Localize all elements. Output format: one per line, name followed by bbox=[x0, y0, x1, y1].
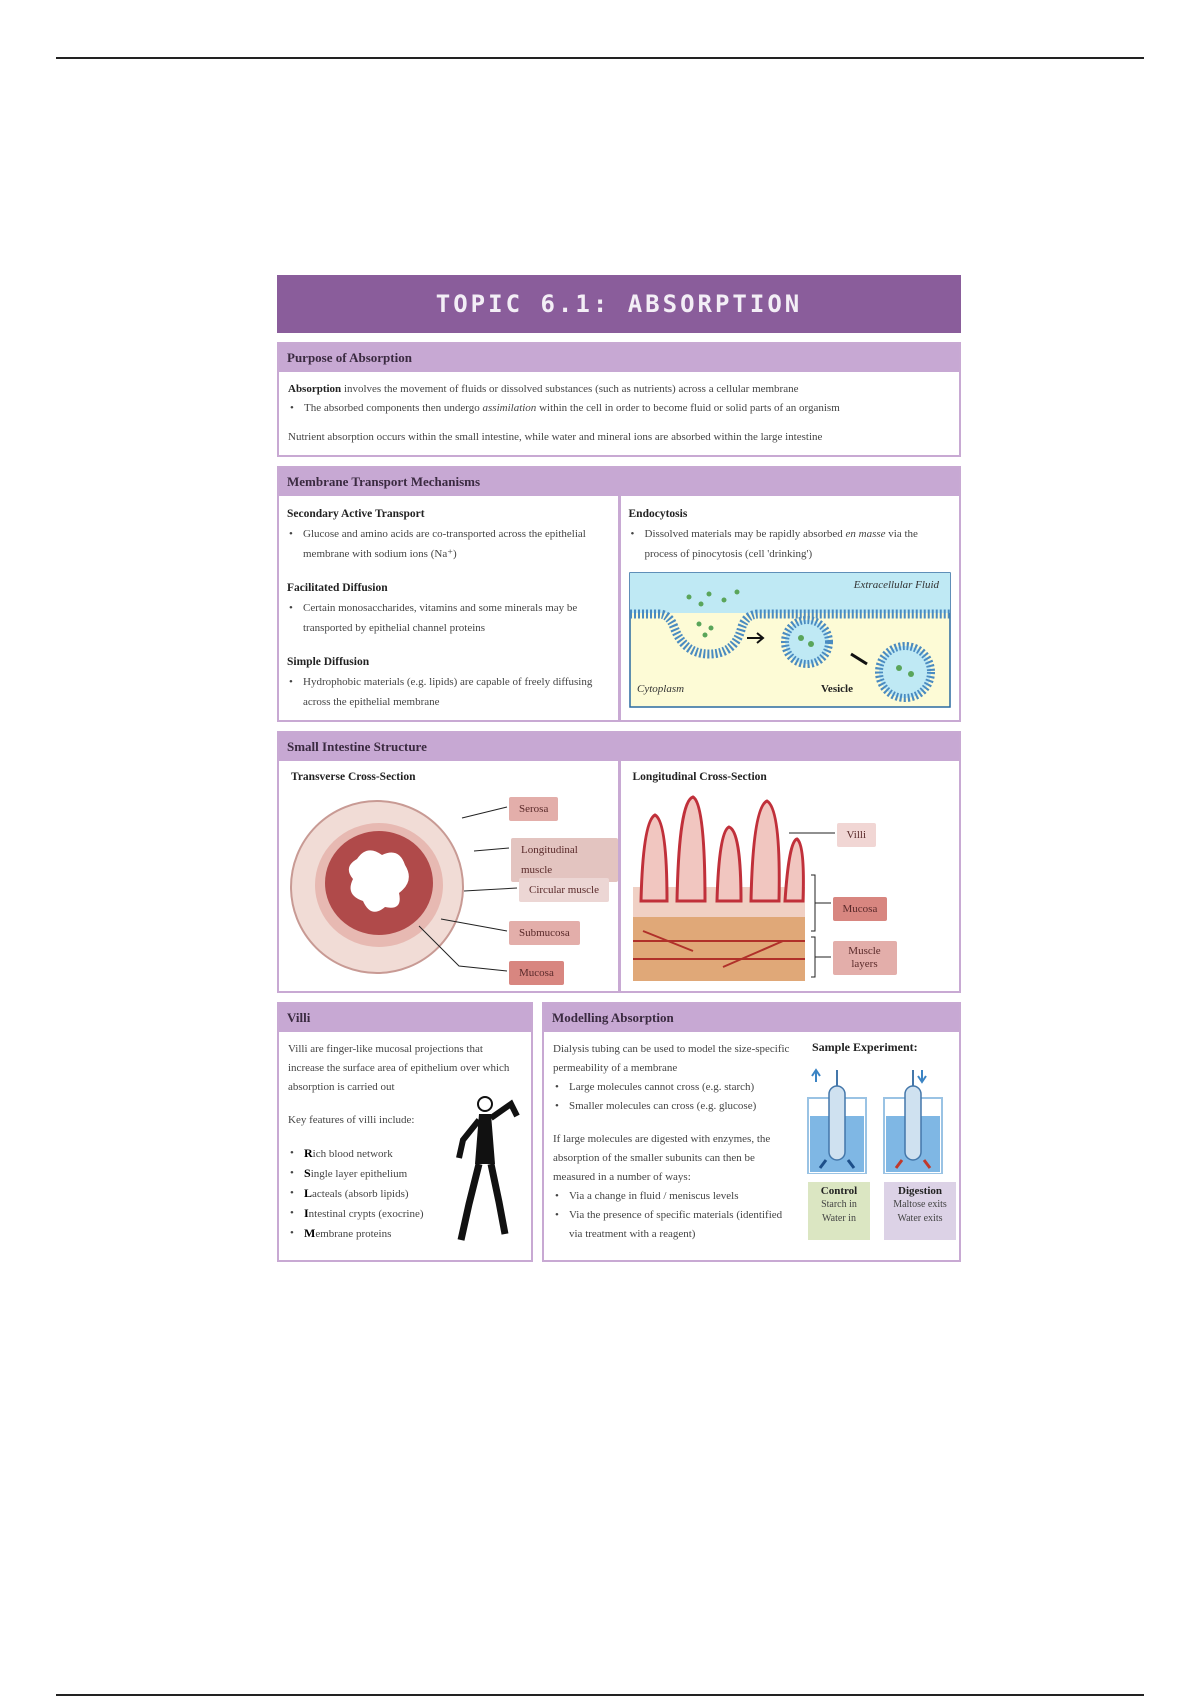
transverse-label-circular-muscle: Circular muscle bbox=[519, 878, 609, 902]
modelling-bullet: • Smaller molecules can cross (e.g. glucose) bbox=[553, 1097, 791, 1116]
vesicle-label: Vesicle bbox=[820, 683, 853, 695]
facilitated-diffusion-title: Facilitated Diffusion bbox=[287, 582, 388, 594]
purpose-heading: Purpose of Absorption bbox=[279, 344, 959, 372]
modelling-heading: Modelling Absorption bbox=[544, 1004, 959, 1032]
villi-panel bbox=[277, 1002, 533, 1262]
transverse-col bbox=[279, 761, 618, 991]
villi-heading: Villi bbox=[279, 1004, 531, 1032]
feature-letter: I bbox=[304, 1206, 309, 1220]
membrane-heading: Membrane Transport Mechanisms bbox=[279, 468, 959, 496]
modelling-body bbox=[544, 1032, 959, 1260]
top-rule bbox=[56, 57, 1144, 59]
structure-panel bbox=[277, 731, 961, 993]
modelling-text bbox=[553, 1040, 791, 1244]
absorption-term: Absorption bbox=[288, 383, 342, 395]
membrane-left-col bbox=[279, 496, 618, 720]
secondary-transport-title: Secondary Active Transport bbox=[287, 508, 425, 520]
purpose-panel bbox=[277, 342, 961, 457]
absorption-definition: involves the movement of fluids or dissolved substances (such as nutrients) across a cellular membrane bbox=[341, 383, 799, 395]
transverse-section-image bbox=[287, 789, 467, 979]
villi-description: Villi are finger-like mucosal projections that increase the surface area of epithelium over which absorption is carried out bbox=[288, 1043, 510, 1093]
transverse-label-submucosa: Submucosa bbox=[509, 921, 580, 945]
modelling-para2: If large molecules are digested with enzymes, the absorption of the smaller subunits can then be measured in a number of ways: bbox=[553, 1133, 771, 1183]
structure-heading: Small Intestine Structure bbox=[279, 733, 959, 761]
dancing-figure-icon bbox=[455, 1094, 525, 1244]
purpose-line2: Nutrient absorption occurs within the small intestine, while water and mineral ions are absorbed within the large intestine bbox=[288, 431, 823, 443]
endo-text-post: via the process of pinocytosis (cell 'drinking') bbox=[644, 528, 918, 560]
membrane-right-col bbox=[618, 496, 960, 720]
en-masse-term: en masse bbox=[845, 528, 886, 540]
arrow-up-icon bbox=[812, 1070, 820, 1082]
longitudinal-label-villi: Villi bbox=[837, 823, 877, 847]
simple-diffusion-title: Simple Diffusion bbox=[287, 656, 370, 668]
villi-body bbox=[279, 1032, 531, 1260]
secondary-transport-bullet: • Glucose and amino acids are co-transported across the epithelial membrane with sodium ions (Na⁺) bbox=[287, 524, 610, 564]
control-title: Control bbox=[820, 1185, 858, 1197]
modelling-intro: Dialysis tubing can be used to model the size-specific permeability of a membrane bbox=[553, 1043, 790, 1074]
extracellular-label: Extracellular Fluid bbox=[853, 579, 939, 591]
feature-text: ingle layer epithelium bbox=[310, 1168, 408, 1180]
feature-letter: S bbox=[304, 1166, 311, 1180]
bottom-row bbox=[277, 993, 961, 1262]
feature-letter: M bbox=[304, 1226, 316, 1240]
bottom-rule bbox=[56, 1694, 1144, 1696]
feature-text: ntestinal crypts (exocrine) bbox=[308, 1208, 424, 1220]
bullet-text-post: within the cell in order to become fluid or solid parts of an organism bbox=[536, 402, 840, 414]
transverse-label-longitudinal-muscle: Longitudinal muscle bbox=[511, 838, 618, 882]
feature-letter: L bbox=[304, 1186, 313, 1200]
digestion-title: Digestion bbox=[898, 1185, 942, 1197]
longitudinal-col bbox=[618, 761, 960, 991]
modelling-bullet: • Large molecules cannot cross (e.g. starch) bbox=[553, 1078, 791, 1097]
assimilation-term: assimilation bbox=[482, 402, 537, 414]
cytoplasm-label: Cytoplasm bbox=[636, 683, 684, 695]
transverse-title: Transverse Cross-Section bbox=[291, 771, 416, 783]
page-title: TOPIC 6.1: ABSORPTION bbox=[277, 275, 961, 333]
modelling-bullet: • Via a change in fluid / meniscus levels bbox=[553, 1187, 791, 1206]
endocytosis-title: Endocytosis bbox=[628, 508, 688, 520]
modelling-panel bbox=[542, 1002, 961, 1262]
control-box bbox=[808, 1182, 870, 1240]
dialysis-experiment-diagram bbox=[800, 1064, 950, 1174]
digestion-line2: Water exits bbox=[897, 1213, 943, 1224]
digestion-line1: Maltose exits bbox=[893, 1199, 947, 1210]
feature-text: ich blood network bbox=[312, 1148, 393, 1160]
longitudinal-label-mucosa: Mucosa bbox=[833, 897, 888, 921]
endo-text-pre: Dissolved materials may be rapidly absorbed bbox=[644, 528, 846, 540]
pinocytosis-diagram bbox=[629, 572, 951, 708]
simple-diffusion-bullet: • Hydrophobic materials (e.g. lipids) are capable of freely diffusing across the epithelial membrane bbox=[287, 672, 610, 712]
purpose-line1 bbox=[288, 380, 950, 399]
transverse-label-mucosa: Mucosa bbox=[509, 961, 564, 985]
villi-features-intro: Key features of villi include: bbox=[288, 1114, 415, 1126]
experiment-title: Sample Experiment: bbox=[812, 1040, 918, 1054]
digestion-box bbox=[884, 1182, 956, 1240]
bullet-text-pre: The absorbed components then undergo bbox=[304, 402, 483, 414]
feature-letter: R bbox=[304, 1146, 313, 1160]
longitudinal-section-image bbox=[633, 791, 805, 981]
feature-text: acteals (absorb lipids) bbox=[312, 1188, 409, 1200]
control-line2: Water in bbox=[822, 1213, 856, 1224]
facilitated-diffusion-bullet: • Certain monosaccharides, vitamins and some minerals may be transported by epithelial channel proteins bbox=[287, 598, 610, 638]
arrow-down-icon bbox=[918, 1070, 926, 1082]
feature-text: embrane proteins bbox=[315, 1228, 392, 1240]
transverse-label-serosa: Serosa bbox=[509, 797, 558, 821]
modelling-bullet: • Via the presence of specific materials (identified via treatment with a reagent) bbox=[553, 1206, 791, 1244]
purpose-body bbox=[279, 372, 959, 455]
longitudinal-title: Longitudinal Cross-Section bbox=[632, 771, 767, 783]
structure-columns bbox=[279, 761, 959, 991]
absorption-sheet bbox=[277, 275, 961, 1262]
endocytosis-bullet bbox=[629, 524, 952, 564]
longitudinal-label-muscle-layers: Muscle layers bbox=[833, 941, 897, 975]
control-line1: Starch in bbox=[821, 1199, 857, 1210]
membrane-columns bbox=[279, 496, 959, 720]
assimilation-bullet bbox=[288, 399, 950, 418]
membrane-panel bbox=[277, 466, 961, 722]
